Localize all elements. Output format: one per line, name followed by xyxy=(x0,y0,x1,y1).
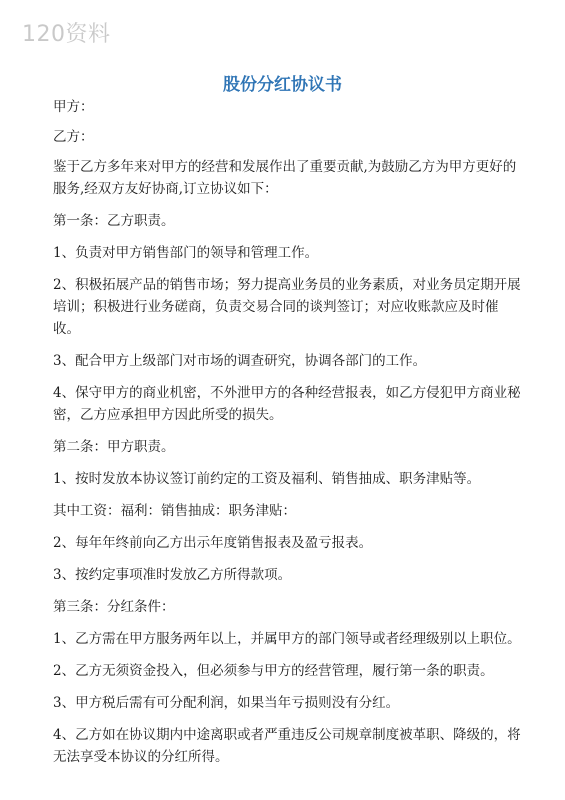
preamble-paragraph: 鉴于乙方多年来对甲方的经营和发展作出了重要贡献,为鼓励乙方为甲方更好的服务,经双方友好协商,订立协议如下： xyxy=(53,159,517,197)
article-2-item-3: 3、按约定事项准时发放乙方所得款项。 xyxy=(53,567,292,583)
article-1-item-3: 3、配合甲方上级部门对市场的调查研究，协调各部门的工作。 xyxy=(53,353,427,369)
article-1-item-1: 1、负责对甲方销售部门的领导和管理工作。 xyxy=(53,245,319,261)
document-title: 股份分红协议书 xyxy=(223,75,342,95)
article-3-item-3: 3、甲方税后需有可分配利润，如果当年亏损则没有分红。 xyxy=(53,695,400,711)
party-a-line: 甲方： xyxy=(53,99,94,115)
party-b-line: 乙方： xyxy=(53,129,94,145)
article-2-salary-line: 其中工资：福利：销售抽成：职务津贴： xyxy=(53,503,296,519)
article-1-heading: 第一条：乙方职责。 xyxy=(53,213,175,229)
article-3-item-4: 4、乙方如在协议期内中途离职或者严重违反公司规章制度被革职、降级的，将无法享受本协议的分红所得。 xyxy=(53,727,521,765)
article-2-heading: 第二条：甲方职责。 xyxy=(53,439,175,455)
article-3-item-2: 2、乙方无须资金投入，但必须参与甲方的经营管理，履行第一条的职责。 xyxy=(53,663,494,679)
watermark-logo: 120资料 xyxy=(22,22,111,47)
article-2-item-1: 1、按时发放本协议签订前约定的工资及福利、销售抽成、职务津贴等。 xyxy=(53,471,481,487)
article-3-heading: 第三条：分红条件： xyxy=(53,599,175,615)
document-body xyxy=(53,92,523,768)
article-2-item-2: 2、每年年终前向乙方出示年度销售报表及盈亏报表。 xyxy=(53,535,373,551)
article-1-item-4: 4、保守甲方的商业机密，不外泄甲方的各种经营报表，如乙方侵犯甲方商业秘密，乙方应承担甲方因此所受的损失。 xyxy=(53,385,521,423)
article-3-item-1: 1、乙方需在甲方服务两年以上，并属甲方的部门领导或者经理级别以上职位。 xyxy=(53,631,521,647)
article-1-item-2: 2、积极拓展产品的销售市场；努力提高业务员的业务素质，对业务员定期开展培训；积极进行业务磋商，负责交易合同的谈判签订；对应收账款应及时催收。 xyxy=(53,277,521,337)
